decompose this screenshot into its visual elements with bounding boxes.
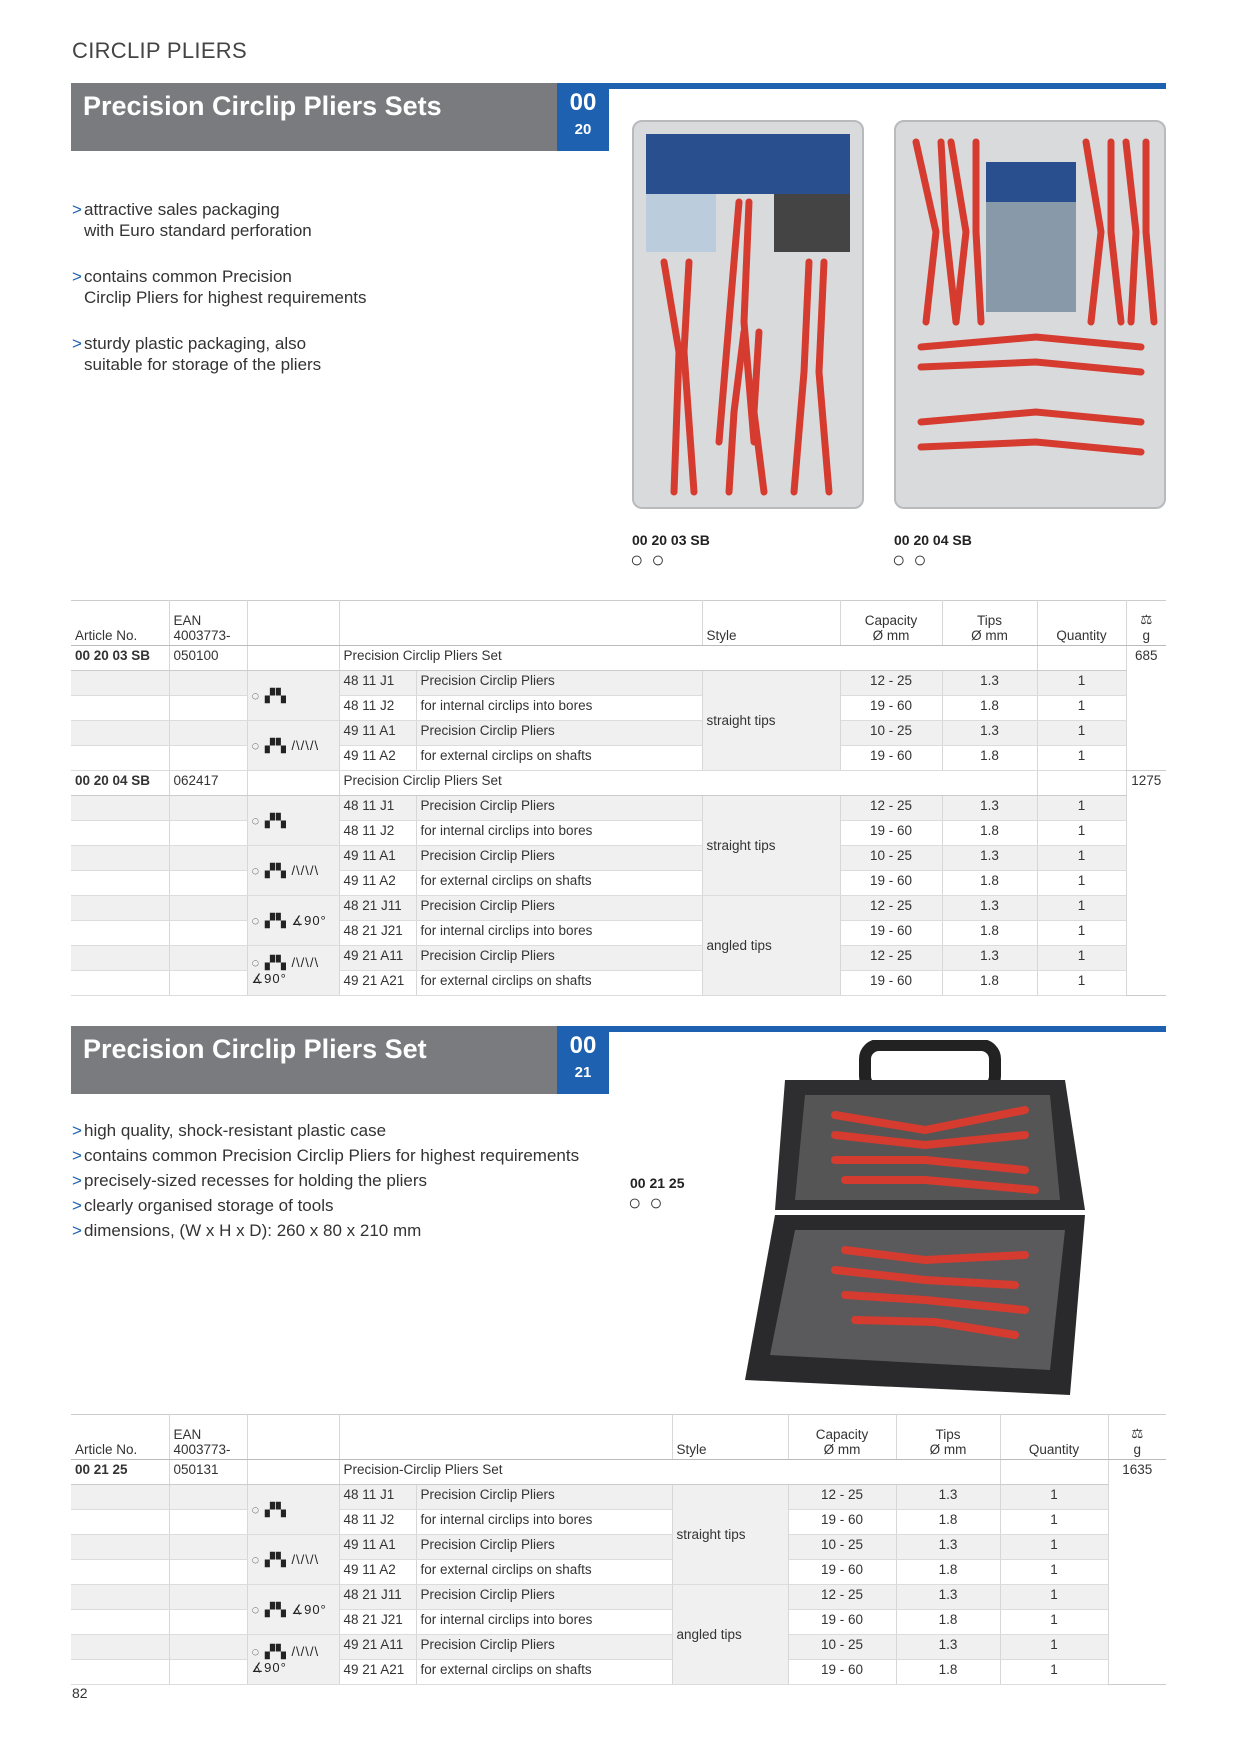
tips-line1: Tips [976,613,1002,628]
col-ean [169,601,247,646]
symbol-internal-icon: ◌ ▞▚ [247,1485,339,1535]
col-weight [1126,601,1166,646]
section2-title: Precision Circlip Pliers Set [83,1034,427,1064]
section1-blue-line [609,83,1166,89]
table-header-row [71,601,1166,646]
capacity-line1: Capacity [815,1427,869,1442]
plier-description: Precision Circlip Pliers [416,1635,672,1660]
product-image-00-20-04-sb [894,120,1166,509]
plier-article: 49 21 A11 [339,946,416,971]
tips: 1.8 [942,696,1037,721]
feature-item: > clearly organised storage of tools [72,1195,632,1216]
capacity: 19 - 60 [840,821,942,846]
tips: 1.3 [942,846,1037,871]
table-row [71,846,1166,871]
plier-description: for internal circlips into bores [416,696,702,721]
quantity: 1 [1000,1610,1108,1635]
capacity: 19 - 60 [840,971,942,996]
plier-description: Precision Circlip Pliers [416,671,702,696]
set-weight: 1635 [1108,1460,1166,1685]
quantity: 1 [1000,1585,1108,1610]
section2-number-top: 00 [569,1032,597,1059]
tips: 1.8 [896,1510,1000,1535]
table-row [71,796,1166,821]
symbol-internal-angled-icon: ◌ ▞▚ ∡90° [247,896,339,946]
col-symbols [247,1415,339,1460]
plier-style: straight tips [702,796,840,896]
plier-article: 48 11 J2 [339,696,416,721]
capacity: 19 - 60 [840,696,942,721]
plier-article: 48 21 J11 [339,1585,416,1610]
product-image-00-21-25 [725,1040,1135,1405]
table-row [71,1660,1166,1685]
plier-article: 49 11 A2 [339,746,416,771]
capacity: 19 - 60 [840,921,942,946]
plier-article: 49 11 A2 [339,1560,416,1585]
feature-item: > contains common Precision Circlip Pliers for highest requirements [72,1145,632,1166]
capacity: 19 - 60 [840,746,942,771]
quantity: 1 [1037,896,1126,921]
capacity-line2: Ø mm [872,628,910,643]
tips: 1.8 [896,1610,1000,1635]
tips-line1: Tips [935,1427,961,1442]
plier-style: straight tips [702,671,840,771]
spec-table-1 [71,600,1166,996]
quantity: 1 [1037,871,1126,896]
section2-number-box [557,1026,609,1094]
capacity: 12 - 25 [840,796,942,821]
table-row [71,696,1166,721]
capacity: 19 - 60 [840,871,942,896]
table-row [71,971,1166,996]
table-row [71,1535,1166,1560]
plier-article: 48 11 J1 [339,796,416,821]
spec-table-2 [71,1414,1166,1685]
plier-description: for internal circlips into bores [416,921,702,946]
plier-article: 49 11 A2 [339,871,416,896]
plier-description: Precision Circlip Pliers [416,946,702,971]
quantity: 1 [1000,1560,1108,1585]
plier-description: for internal circlips into bores [416,821,702,846]
feature-item: > high quality, shock-resistant plastic case [72,1120,632,1141]
capacity: 19 - 60 [788,1610,896,1635]
plier-article: 48 21 J21 [339,921,416,946]
capacity: 10 - 25 [788,1535,896,1560]
quantity: 1 [1000,1635,1108,1660]
table-row [71,1585,1166,1610]
capacity-line2: Ø mm [823,1442,861,1457]
table-row [71,746,1166,771]
set-ean: 062417 [169,771,247,796]
set-weight: 685 [1126,646,1166,771]
tips: 1.8 [942,746,1037,771]
tips: 1.3 [896,1485,1000,1510]
table-row [71,671,1166,696]
feature-item: > sturdy plastic packaging, also suitable for storage of the pliers [72,333,472,375]
capacity: 19 - 60 [788,1510,896,1535]
quantity: 1 [1037,846,1126,871]
ring-icons: ○○ [628,1190,671,1215]
col-symbols [247,601,339,646]
tips: 1.3 [896,1535,1000,1560]
tips: 1.3 [942,796,1037,821]
plier-description: Precision Circlip Pliers [416,796,702,821]
product-label-00-20-04-sb: 00 20 04 SB [894,532,972,548]
ean-line1: EAN [173,613,202,628]
plier-description: Precision Circlip Pliers [416,846,702,871]
product-label-00-21-25: 00 21 25 [630,1175,685,1191]
capacity: 19 - 60 [788,1560,896,1585]
quantity: 1 [1000,1535,1108,1560]
col-capacity [840,601,942,646]
feature-item: > contains common Precision Circlip Pliers for highest requirements [72,266,472,308]
feature-item: > precisely-sized recesses for holding the pliers [72,1170,632,1191]
quantity: 1 [1000,1485,1108,1510]
table-header-row [71,1415,1166,1460]
quantity: 1 [1037,671,1126,696]
tips: 1.3 [896,1585,1000,1610]
pliers-tray-illustration [896,122,1164,507]
plier-article: 49 11 A1 [339,1535,416,1560]
plier-article: 48 11 J2 [339,821,416,846]
plastic-case-illustration [725,1040,1135,1405]
tips-line2: Ø mm [929,1442,967,1457]
col-description [339,1415,672,1460]
table-row [71,721,1166,746]
plier-article: 48 21 J21 [339,1610,416,1635]
feature-item: > dimensions, (W x H x D): 260 x 80 x 210 mm [72,1220,632,1241]
product-image-00-20-03-sb [632,120,864,509]
quantity: 1 [1000,1510,1108,1535]
set-article: 00 20 03 SB [71,646,169,671]
col-tips [896,1415,1000,1460]
symbol-external-icon: ◌ ▞▚ /\/\/\ [247,1535,339,1585]
plier-article: 49 11 A1 [339,846,416,871]
section1-number-top: 00 [569,89,597,116]
set-description: Precision Circlip Pliers Set [339,646,1037,671]
set-article: 00 21 25 [71,1460,169,1485]
symbol-external-angled-icon: ◌ ▞▚ /\/\/\ ∡90° [247,946,339,996]
col-quantity: Quantity [1000,1415,1108,1460]
capacity: 10 - 25 [840,721,942,746]
plier-article: 48 11 J1 [339,1485,416,1510]
col-ean [169,1415,247,1460]
section1-features [72,178,472,400]
tips: 1.3 [942,721,1037,746]
table-row [71,871,1166,896]
table-row [71,1610,1166,1635]
capacity: 12 - 25 [840,896,942,921]
section2-number-bottom: 21 [574,1064,592,1081]
page-number: 82 [72,1685,88,1701]
quantity: 1 [1037,971,1126,996]
set-ean: 050131 [169,1460,247,1485]
col-style: Style [672,1415,788,1460]
section2-blue-line [609,1026,1166,1032]
plier-article: 49 11 A1 [339,721,416,746]
table-row [71,1635,1166,1660]
ring-icons: ○○ [630,547,673,572]
table-row [71,946,1166,971]
set-description: Precision-Circlip Pliers Set [339,1460,1000,1485]
plier-article: 48 21 J11 [339,896,416,921]
plier-description: Precision Circlip Pliers [416,721,702,746]
plier-description: for external circlips on shafts [416,746,702,771]
set-ean: 050100 [169,646,247,671]
tips: 1.8 [896,1660,1000,1685]
ean-line2: 4003773- [173,628,231,643]
quantity: 1 [1037,696,1126,721]
plier-article: 49 21 A11 [339,1635,416,1660]
plier-description: Precision Circlip Pliers [416,1535,672,1560]
plier-description: Precision Circlip Pliers [416,896,702,921]
tips: 1.8 [942,921,1037,946]
table-row [71,921,1166,946]
product-label-00-20-03-sb: 00 20 03 SB [632,532,710,548]
tips: 1.3 [942,946,1037,971]
capacity: 12 - 25 [840,946,942,971]
plier-article: 48 11 J1 [339,671,416,696]
symbol-internal-icon: ◌ ▞▚ [247,671,339,721]
plier-description: Precision Circlip Pliers [416,1485,672,1510]
quantity: 1 [1037,921,1126,946]
table-row [71,1485,1166,1510]
weight-icon: ⚖ [1140,612,1153,627]
capacity: 12 - 25 [788,1485,896,1510]
quantity: 1 [1037,796,1126,821]
section2-header [71,1026,557,1094]
table-row [71,896,1166,921]
table-row [71,1510,1166,1535]
plier-description: for internal circlips into bores [416,1610,672,1635]
table-row [71,1460,1166,1485]
plier-style: straight tips [672,1485,788,1585]
table-row [71,1560,1166,1585]
weight-unit: g [1142,628,1150,643]
capacity: 10 - 25 [840,846,942,871]
section1-title: Precision Circlip Pliers Sets [83,91,442,121]
quantity: 1 [1037,821,1126,846]
tips-line2: Ø mm [971,628,1008,643]
ring-icons: ○○ [892,547,935,572]
col-capacity [788,1415,896,1460]
tips: 1.3 [942,671,1037,696]
pliers-tray-illustration [634,122,862,507]
symbol-internal-angled-icon: ◌ ▞▚ ∡90° [247,1585,339,1635]
plier-article: 49 21 A21 [339,1660,416,1685]
col-quantity: Quantity [1037,601,1126,646]
section1-number-bottom: 20 [574,121,592,138]
symbol-external-icon: ◌ ▞▚ /\/\/\ [247,721,339,771]
capacity: 10 - 25 [788,1635,896,1660]
capacity: 12 - 25 [788,1585,896,1610]
feature-item: > attractive sales packaging with Euro standard perforation [72,199,472,241]
plier-description: for internal circlips into bores [416,1510,672,1535]
col-tips [942,601,1037,646]
plier-article: 49 21 A21 [339,971,416,996]
plier-description: for external circlips on shafts [416,1560,672,1585]
tips: 1.8 [942,821,1037,846]
col-weight [1108,1415,1166,1460]
symbol-external-angled-icon: ◌ ▞▚ /\/\/\ ∡90° [247,1635,339,1685]
capacity: 19 - 60 [788,1660,896,1685]
section2-features [72,1120,632,1245]
set-article: 00 20 04 SB [71,771,169,796]
quantity: 1 [1037,946,1126,971]
tips: 1.8 [942,971,1037,996]
col-description [339,601,702,646]
set-weight: 1275 [1126,771,1166,996]
table-row [71,646,1166,671]
section1-number-box [557,83,609,151]
ean-line1: EAN [173,1427,202,1442]
plier-style: angled tips [702,896,840,996]
table-row [71,771,1166,796]
category-title: CIRCLIP PLIERS [72,38,247,63]
tips: 1.3 [896,1635,1000,1660]
tips: 1.3 [942,896,1037,921]
plier-article: 48 11 J2 [339,1510,416,1535]
quantity: 1 [1000,1660,1108,1685]
weight-unit: g [1133,1442,1141,1457]
capacity-line1: Capacity [864,613,918,628]
tips: 1.8 [896,1560,1000,1585]
quantity: 1 [1037,721,1126,746]
col-style: Style [702,601,840,646]
plier-description: for external circlips on shafts [416,971,702,996]
plier-description: for external circlips on shafts [416,871,702,896]
weight-icon: ⚖ [1131,1426,1144,1441]
ean-line2: 4003773- [173,1442,231,1457]
tips: 1.8 [942,871,1037,896]
symbol-internal-icon: ◌ ▞▚ [247,796,339,846]
plier-style: angled tips [672,1585,788,1685]
plier-description: Precision Circlip Pliers [416,1585,672,1610]
col-article: Article No. [71,1415,169,1460]
quantity: 1 [1037,746,1126,771]
symbol-external-icon: ◌ ▞▚ /\/\/\ [247,846,339,896]
capacity: 12 - 25 [840,671,942,696]
table-row [71,821,1166,846]
set-description: Precision Circlip Pliers Set [339,771,1037,796]
plier-description: for external circlips on shafts [416,1660,672,1685]
section1-header [71,83,557,151]
col-article: Article No. [71,601,169,646]
